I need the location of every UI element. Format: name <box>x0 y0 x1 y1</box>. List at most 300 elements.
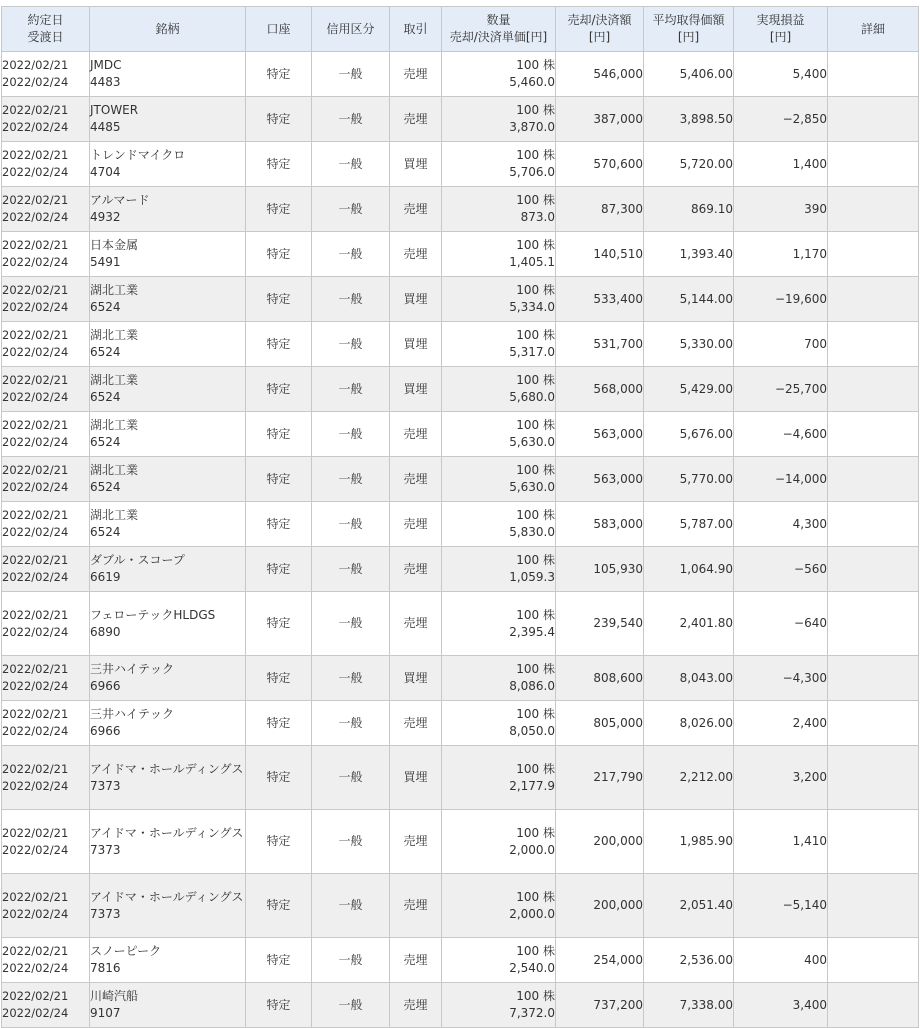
quantity: 100 株 <box>516 944 555 958</box>
margin-type-cell: 一般 <box>312 701 390 746</box>
stock-cell <box>90 810 246 874</box>
trade-date: 2022/02/21 <box>2 662 69 676</box>
settle-date: 2022/02/24 <box>2 255 69 269</box>
header-amount: 売却/決済額 [円] <box>556 7 644 52</box>
margin-type-cell: 一般 <box>312 232 390 277</box>
trade-date: 2022/02/21 <box>2 607 69 622</box>
stock-code: 6524 <box>90 345 121 359</box>
detail-cell[interactable] <box>828 412 919 457</box>
quantity: 100 株 <box>516 103 555 117</box>
date-cell <box>2 97 90 142</box>
detail-cell[interactable] <box>828 187 919 232</box>
table-row <box>2 746 919 810</box>
unit-price: 8,086.0 <box>509 679 555 693</box>
qty-price-cell <box>442 547 556 592</box>
account-cell: 特定 <box>246 412 312 457</box>
trade-date: 2022/02/21 <box>2 328 69 342</box>
qty-price-cell <box>442 810 556 874</box>
avg-cost-cell: 5,330.00 <box>644 322 734 367</box>
account-cell: 特定 <box>246 367 312 412</box>
table-row <box>2 367 919 412</box>
margin-type-cell: 一般 <box>312 52 390 97</box>
trade-cell: 買埋 <box>390 746 442 810</box>
qty-price-cell <box>442 656 556 701</box>
unit-price: 1,405.1 <box>509 255 555 269</box>
date-cell <box>2 592 90 656</box>
pnl-cell: −25,700 <box>734 367 828 412</box>
quantity: 100 株 <box>516 328 555 342</box>
trade-date: 2022/02/21 <box>2 553 69 567</box>
table-row <box>2 874 919 938</box>
account-cell: 特定 <box>246 52 312 97</box>
quantity: 100 株 <box>516 662 555 676</box>
stock-cell <box>90 874 246 938</box>
amount-cell: 568,000 <box>556 367 644 412</box>
date-cell <box>2 322 90 367</box>
amount-cell: 239,540 <box>556 592 644 656</box>
amount-cell: 737,200 <box>556 983 644 1028</box>
amount-cell: 570,600 <box>556 142 644 187</box>
table-row <box>2 656 919 701</box>
amount-cell: 583,000 <box>556 502 644 547</box>
margin-type-cell: 一般 <box>312 142 390 187</box>
qty-price-cell <box>442 746 556 810</box>
settle-date: 2022/02/24 <box>2 210 69 224</box>
account-cell: 特定 <box>246 938 312 983</box>
realized-pnl-table <box>1 6 919 1028</box>
qty-price-cell <box>442 502 556 547</box>
stock-name: スノーピーク <box>90 944 162 958</box>
table-row <box>2 502 919 547</box>
pnl-cell: −19,600 <box>734 277 828 322</box>
quantity: 100 株 <box>516 889 555 904</box>
stock-name: 湖北工業 <box>90 328 139 342</box>
stock-name: 湖北工業 <box>90 508 139 522</box>
settle-date: 2022/02/24 <box>2 778 69 793</box>
stock-name: アルマード <box>90 193 150 207</box>
settle-date: 2022/02/24 <box>2 165 69 179</box>
qty-price-cell <box>442 874 556 938</box>
avg-cost-cell: 869.10 <box>644 187 734 232</box>
stock-code: 6966 <box>90 724 121 738</box>
pnl-cell: −4,600 <box>734 412 828 457</box>
amount-cell: 546,000 <box>556 52 644 97</box>
date-cell <box>2 187 90 232</box>
header-qty-price: 数量 売却/決済単価[円] <box>442 7 556 52</box>
account-cell: 特定 <box>246 746 312 810</box>
stock-code: 6524 <box>90 300 121 314</box>
qty-price-cell <box>442 277 556 322</box>
quantity: 100 株 <box>516 418 555 432</box>
stock-name: 三井ハイテック <box>90 662 175 676</box>
trade-cell: 売埋 <box>390 52 442 97</box>
unit-price: 7,372.0 <box>509 1006 555 1020</box>
margin-type-cell: 一般 <box>312 938 390 983</box>
account-cell: 特定 <box>246 701 312 746</box>
trade-cell: 売埋 <box>390 412 442 457</box>
stock-name: アイドマ・ホールディングス <box>90 825 244 840</box>
settle-date: 2022/02/24 <box>2 300 69 314</box>
detail-cell[interactable] <box>828 746 919 810</box>
pnl-cell: 5,400 <box>734 52 828 97</box>
account-cell: 特定 <box>246 592 312 656</box>
header-avg-cost: 平均取得価額 [円] <box>644 7 734 52</box>
unit-price: 2,000.0 <box>509 906 555 921</box>
avg-cost-cell: 5,406.00 <box>644 52 734 97</box>
detail-cell[interactable] <box>828 367 919 412</box>
account-cell: 特定 <box>246 322 312 367</box>
stock-name: JMDC <box>90 58 122 72</box>
qty-price-cell <box>442 983 556 1028</box>
avg-cost-cell: 5,720.00 <box>644 142 734 187</box>
stock-cell <box>90 367 246 412</box>
unit-price: 5,630.0 <box>509 480 555 494</box>
trade-cell: 買埋 <box>390 367 442 412</box>
avg-cost-cell: 5,770.00 <box>644 457 734 502</box>
amount-cell: 805,000 <box>556 701 644 746</box>
table-row <box>2 938 919 983</box>
qty-price-cell <box>442 367 556 412</box>
trade-cell: 売埋 <box>390 187 442 232</box>
stock-cell <box>90 97 246 142</box>
date-cell <box>2 52 90 97</box>
settle-date: 2022/02/24 <box>2 435 69 449</box>
quantity: 100 株 <box>516 148 555 162</box>
account-cell: 特定 <box>246 547 312 592</box>
header-account: 口座 <box>246 7 312 52</box>
settle-date: 2022/02/24 <box>2 480 69 494</box>
trade-date: 2022/02/21 <box>2 238 69 252</box>
account-cell: 特定 <box>246 874 312 938</box>
account-cell: 特定 <box>246 502 312 547</box>
trade-date: 2022/02/21 <box>2 707 69 721</box>
trade-date: 2022/02/21 <box>2 58 69 72</box>
stock-code: 6890 <box>90 624 121 639</box>
detail-cell[interactable] <box>828 701 919 746</box>
amount-cell: 87,300 <box>556 187 644 232</box>
pnl-cell: −14,000 <box>734 457 828 502</box>
qty-price-cell <box>442 938 556 983</box>
settle-date: 2022/02/24 <box>2 724 69 738</box>
stock-name: アイドマ・ホールディングス <box>90 889 244 904</box>
pnl-cell: −5,140 <box>734 874 828 938</box>
detail-cell[interactable] <box>828 142 919 187</box>
pnl-cell: 3,400 <box>734 983 828 1028</box>
pnl-cell: −560 <box>734 547 828 592</box>
avg-cost-cell: 5,429.00 <box>644 367 734 412</box>
unit-price: 1,059.3 <box>509 570 555 584</box>
account-cell: 特定 <box>246 232 312 277</box>
amount-cell: 200,000 <box>556 874 644 938</box>
pnl-cell: 1,400 <box>734 142 828 187</box>
account-cell: 特定 <box>246 187 312 232</box>
date-cell <box>2 874 90 938</box>
stock-name: アイドマ・ホールディングス <box>90 761 244 776</box>
stock-code: 9107 <box>90 1006 121 1020</box>
stock-cell <box>90 142 246 187</box>
detail-cell[interactable] <box>828 656 919 701</box>
trade-cell: 売埋 <box>390 547 442 592</box>
quantity: 100 株 <box>516 825 555 840</box>
avg-cost-cell: 8,026.00 <box>644 701 734 746</box>
qty-price-cell <box>442 701 556 746</box>
qty-price-cell <box>442 592 556 656</box>
table-row <box>2 810 919 874</box>
amount-cell: 105,930 <box>556 547 644 592</box>
amount-cell: 200,000 <box>556 810 644 874</box>
header-stock: 銘柄 <box>90 7 246 52</box>
stock-code: 7373 <box>90 778 121 793</box>
quantity: 100 株 <box>516 193 555 207</box>
settle-date: 2022/02/24 <box>2 120 69 134</box>
pnl-cell: −2,850 <box>734 97 828 142</box>
unit-price: 5,334.0 <box>509 300 555 314</box>
settle-date: 2022/02/24 <box>2 75 69 89</box>
pnl-cell: 2,400 <box>734 701 828 746</box>
settle-date: 2022/02/24 <box>2 624 69 639</box>
amount-cell: 140,510 <box>556 232 644 277</box>
unit-price: 5,317.0 <box>509 345 555 359</box>
stock-name: 川崎汽船 <box>90 989 139 1003</box>
stock-name: ダブル・スコープ <box>90 553 185 567</box>
stock-name: 日本金属 <box>90 238 139 252</box>
stock-code: 4932 <box>90 210 121 224</box>
trade-cell: 売埋 <box>390 502 442 547</box>
margin-type-cell: 一般 <box>312 97 390 142</box>
stock-cell <box>90 592 246 656</box>
stock-name: トレンドマイクロ <box>90 148 186 162</box>
margin-type-cell: 一般 <box>312 983 390 1028</box>
trade-date: 2022/02/21 <box>2 761 69 776</box>
trade-date: 2022/02/21 <box>2 463 69 477</box>
account-cell: 特定 <box>246 97 312 142</box>
unit-price: 5,680.0 <box>509 390 555 404</box>
date-cell <box>2 457 90 502</box>
qty-price-cell <box>442 52 556 97</box>
margin-type-cell: 一般 <box>312 547 390 592</box>
margin-type-cell: 一般 <box>312 457 390 502</box>
trade-cell: 売埋 <box>390 457 442 502</box>
stock-cell <box>90 52 246 97</box>
table-row <box>2 412 919 457</box>
detail-cell[interactable] <box>828 457 919 502</box>
detail-cell[interactable] <box>828 592 919 656</box>
pnl-cell: 3,200 <box>734 746 828 810</box>
avg-cost-cell: 1,985.90 <box>644 810 734 874</box>
detail-cell[interactable] <box>828 502 919 547</box>
date-cell <box>2 938 90 983</box>
avg-cost-cell: 2,536.00 <box>644 938 734 983</box>
trade-cell: 売埋 <box>390 983 442 1028</box>
detail-cell[interactable] <box>828 277 919 322</box>
qty-price-cell <box>442 187 556 232</box>
amount-cell: 387,000 <box>556 97 644 142</box>
date-cell <box>2 810 90 874</box>
avg-cost-cell: 7,338.00 <box>644 983 734 1028</box>
stock-name: JTOWER <box>90 103 139 117</box>
unit-price: 3,870.0 <box>509 120 555 134</box>
detail-cell[interactable] <box>828 810 919 874</box>
avg-cost-cell: 3,898.50 <box>644 97 734 142</box>
table-row <box>2 592 919 656</box>
detail-cell[interactable] <box>828 322 919 367</box>
account-cell: 特定 <box>246 983 312 1028</box>
stock-code: 6524 <box>90 525 121 539</box>
date-cell <box>2 983 90 1028</box>
qty-price-cell <box>442 97 556 142</box>
table-row <box>2 547 919 592</box>
trade-cell: 売埋 <box>390 810 442 874</box>
unit-price: 873.0 <box>520 210 555 224</box>
stock-code: 5491 <box>90 255 121 269</box>
table-row <box>2 232 919 277</box>
table-header-row <box>2 7 919 52</box>
margin-type-cell: 一般 <box>312 277 390 322</box>
pnl-cell: −640 <box>734 592 828 656</box>
date-cell <box>2 547 90 592</box>
trade-cell: 買埋 <box>390 656 442 701</box>
avg-cost-cell: 8,043.00 <box>644 656 734 701</box>
stock-cell <box>90 232 246 277</box>
stock-cell <box>90 983 246 1028</box>
pnl-cell: 400 <box>734 938 828 983</box>
header-dates: 約定日 受渡日 <box>2 7 90 52</box>
table-row <box>2 322 919 367</box>
quantity: 100 株 <box>516 553 555 567</box>
amount-cell: 533,400 <box>556 277 644 322</box>
unit-price: 2,395.4 <box>509 624 555 639</box>
stock-cell <box>90 746 246 810</box>
stock-name: 湖北工業 <box>90 373 139 387</box>
trade-cell: 売埋 <box>390 592 442 656</box>
quantity: 100 株 <box>516 463 555 477</box>
date-cell <box>2 142 90 187</box>
table-row <box>2 277 919 322</box>
stock-code: 6524 <box>90 480 121 494</box>
date-cell <box>2 232 90 277</box>
settle-date: 2022/02/24 <box>2 525 69 539</box>
trade-cell: 売埋 <box>390 232 442 277</box>
qty-price-cell <box>442 412 556 457</box>
stock-code: 4483 <box>90 75 121 89</box>
trade-cell: 売埋 <box>390 701 442 746</box>
margin-type-cell: 一般 <box>312 656 390 701</box>
header-pnl: 実現損益 [円] <box>734 7 828 52</box>
settle-date: 2022/02/24 <box>2 1006 69 1020</box>
detail-cell[interactable] <box>828 938 919 983</box>
stock-code: 6966 <box>90 679 121 693</box>
trade-date: 2022/02/21 <box>2 283 69 297</box>
qty-price-cell <box>442 142 556 187</box>
detail-cell[interactable] <box>828 97 919 142</box>
stock-code: 7373 <box>90 906 121 921</box>
date-cell <box>2 656 90 701</box>
stock-code: 7373 <box>90 842 121 857</box>
detail-cell[interactable] <box>828 874 919 938</box>
settle-date: 2022/02/24 <box>2 345 69 359</box>
table-row <box>2 983 919 1028</box>
amount-cell: 808,600 <box>556 656 644 701</box>
pnl-cell: 1,410 <box>734 810 828 874</box>
detail-cell[interactable] <box>828 547 919 592</box>
avg-cost-cell: 5,144.00 <box>644 277 734 322</box>
detail-cell[interactable] <box>828 983 919 1028</box>
stock-cell <box>90 547 246 592</box>
settle-date: 2022/02/24 <box>2 570 69 584</box>
margin-type-cell: 一般 <box>312 874 390 938</box>
qty-price-cell <box>442 322 556 367</box>
amount-cell: 563,000 <box>556 412 644 457</box>
trade-date: 2022/02/21 <box>2 989 69 1003</box>
stock-cell <box>90 412 246 457</box>
date-cell <box>2 367 90 412</box>
stock-code: 7816 <box>90 961 121 975</box>
quantity: 100 株 <box>516 508 555 522</box>
stock-code: 6524 <box>90 390 121 404</box>
margin-type-cell: 一般 <box>312 502 390 547</box>
table-row <box>2 142 919 187</box>
quantity: 100 株 <box>516 283 555 297</box>
date-cell <box>2 502 90 547</box>
detail-cell[interactable] <box>828 52 919 97</box>
table-row <box>2 457 919 502</box>
stock-name: 三井ハイテック <box>90 707 175 721</box>
unit-price: 5,460.0 <box>509 75 555 89</box>
pnl-cell: 390 <box>734 187 828 232</box>
date-cell <box>2 701 90 746</box>
detail-cell[interactable] <box>828 232 919 277</box>
stock-code: 4704 <box>90 165 121 179</box>
quantity: 100 株 <box>516 607 555 622</box>
table-row <box>2 187 919 232</box>
trade-date: 2022/02/21 <box>2 103 69 117</box>
header-detail: 詳細 <box>828 7 919 52</box>
margin-type-cell: 一般 <box>312 322 390 367</box>
stock-cell <box>90 938 246 983</box>
pnl-cell: 4,300 <box>734 502 828 547</box>
stock-name: フェローテックHLDGS <box>90 607 216 622</box>
stock-name: 湖北工業 <box>90 463 139 477</box>
stock-cell <box>90 187 246 232</box>
trade-date: 2022/02/21 <box>2 889 69 904</box>
stock-name: 湖北工業 <box>90 418 139 432</box>
table-row <box>2 52 919 97</box>
stock-cell <box>90 277 246 322</box>
trade-date: 2022/02/21 <box>2 193 69 207</box>
avg-cost-cell: 5,676.00 <box>644 412 734 457</box>
qty-price-cell <box>442 232 556 277</box>
avg-cost-cell: 2,051.40 <box>644 874 734 938</box>
avg-cost-cell: 1,064.90 <box>644 547 734 592</box>
quantity: 100 株 <box>516 989 555 1003</box>
stock-cell <box>90 457 246 502</box>
unit-price: 5,706.0 <box>509 165 555 179</box>
stock-cell <box>90 502 246 547</box>
amount-cell: 217,790 <box>556 746 644 810</box>
trade-date: 2022/02/21 <box>2 944 69 958</box>
trade-cell: 買埋 <box>390 142 442 187</box>
quantity: 100 株 <box>516 58 555 72</box>
pnl-cell: 700 <box>734 322 828 367</box>
margin-type-cell: 一般 <box>312 367 390 412</box>
settle-date: 2022/02/24 <box>2 961 69 975</box>
trade-date: 2022/02/21 <box>2 508 69 522</box>
quantity: 100 株 <box>516 238 555 252</box>
settle-date: 2022/02/24 <box>2 679 69 693</box>
quantity: 100 株 <box>516 761 555 776</box>
table-row <box>2 701 919 746</box>
trade-cell: 売埋 <box>390 97 442 142</box>
